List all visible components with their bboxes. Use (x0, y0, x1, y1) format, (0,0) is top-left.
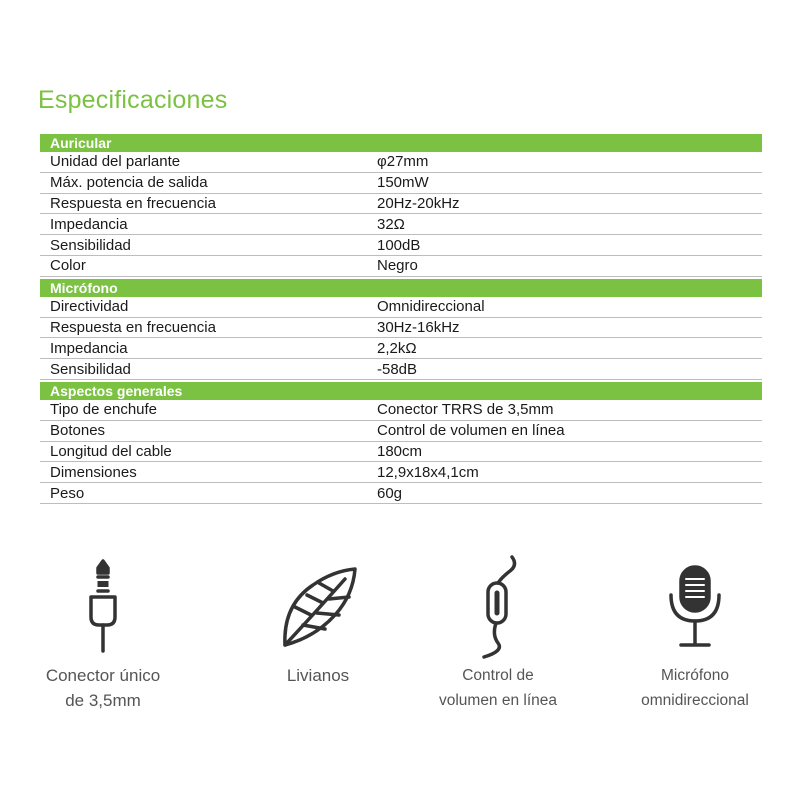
table-row (40, 194, 762, 215)
spec-label: Tipo de enchufe (50, 401, 158, 419)
table-row (40, 214, 762, 235)
table-row (40, 235, 762, 256)
section-header-microfono: Micrófono (40, 279, 762, 297)
table-row (40, 442, 762, 463)
spec-value: 20Hz-20kHz (377, 194, 460, 212)
spec-label: Impedancia (50, 215, 128, 233)
feature-caption: Livianos (286, 666, 350, 685)
spec-label: Longitud del cable (50, 442, 172, 460)
spec-value: 30Hz-16kHz (377, 318, 460, 336)
table-row (40, 256, 762, 277)
spec-value: Negro (377, 257, 418, 275)
feature-lightweight (223, 555, 413, 688)
spec-label: Sensibilidad (50, 236, 131, 254)
feature-omnidirectional-microphone (600, 555, 790, 713)
inline-volume-control-icon (403, 555, 593, 655)
table-row (40, 338, 762, 359)
spec-table (40, 132, 762, 504)
spec-value: 2,2kΩ (377, 339, 417, 357)
microphone-icon (600, 555, 790, 655)
spec-value: 12,9x18x4,1cm (377, 463, 479, 481)
table-row (40, 462, 762, 483)
feature-icons (0, 555, 800, 735)
table-row (40, 359, 762, 380)
spec-value: Conector TRRS de 3,5mm (377, 401, 554, 419)
feather-icon (223, 555, 413, 655)
feature-caption: Micrófono omnidireccional (641, 667, 749, 709)
spec-value: 32Ω (377, 215, 405, 233)
table-row (40, 152, 762, 173)
table-row (40, 173, 762, 194)
table-row (40, 421, 762, 442)
spec-label: Dimensiones (50, 463, 137, 481)
spec-label: Unidad del parlante (50, 153, 181, 171)
feature-jack-connector (8, 555, 198, 713)
table-row (40, 318, 762, 339)
spec-value: 180cm (377, 442, 423, 460)
spec-label: Peso (50, 484, 85, 502)
section-header-auricular: Auricular (40, 134, 762, 152)
spec-value: Control de volumen en línea (377, 422, 565, 440)
spec-label: Máx. potencia de salida (50, 174, 208, 192)
feature-caption: Conector único de 3,5mm (45, 666, 161, 710)
spec-value: 150mW (377, 174, 429, 192)
spec-label: Botones (50, 422, 106, 440)
section-header-aspectos-generales: Aspectos generales (40, 382, 762, 400)
spec-value: 100dB (377, 236, 421, 254)
feature-inline-volume-control (403, 555, 593, 713)
page-title: Especificaciones (38, 86, 228, 114)
spec-label: Impedancia (50, 339, 128, 357)
table-row (40, 400, 762, 421)
jack-connector-icon (8, 555, 198, 655)
spec-label: Directividad (50, 298, 129, 316)
feature-caption: Control de volumen en línea (438, 667, 558, 709)
spec-label: Sensibilidad (50, 360, 131, 378)
spec-label: Respuesta en frecuencia (50, 318, 216, 336)
spec-value: -58dB (377, 360, 418, 378)
table-row (40, 297, 762, 318)
spec-label: Color (50, 257, 86, 275)
spec-label: Respuesta en frecuencia (50, 194, 216, 212)
table-row (40, 483, 762, 504)
spec-value: φ27mm (377, 153, 429, 171)
spec-value: 60g (377, 484, 403, 502)
spec-value: Omnidireccional (377, 298, 485, 316)
